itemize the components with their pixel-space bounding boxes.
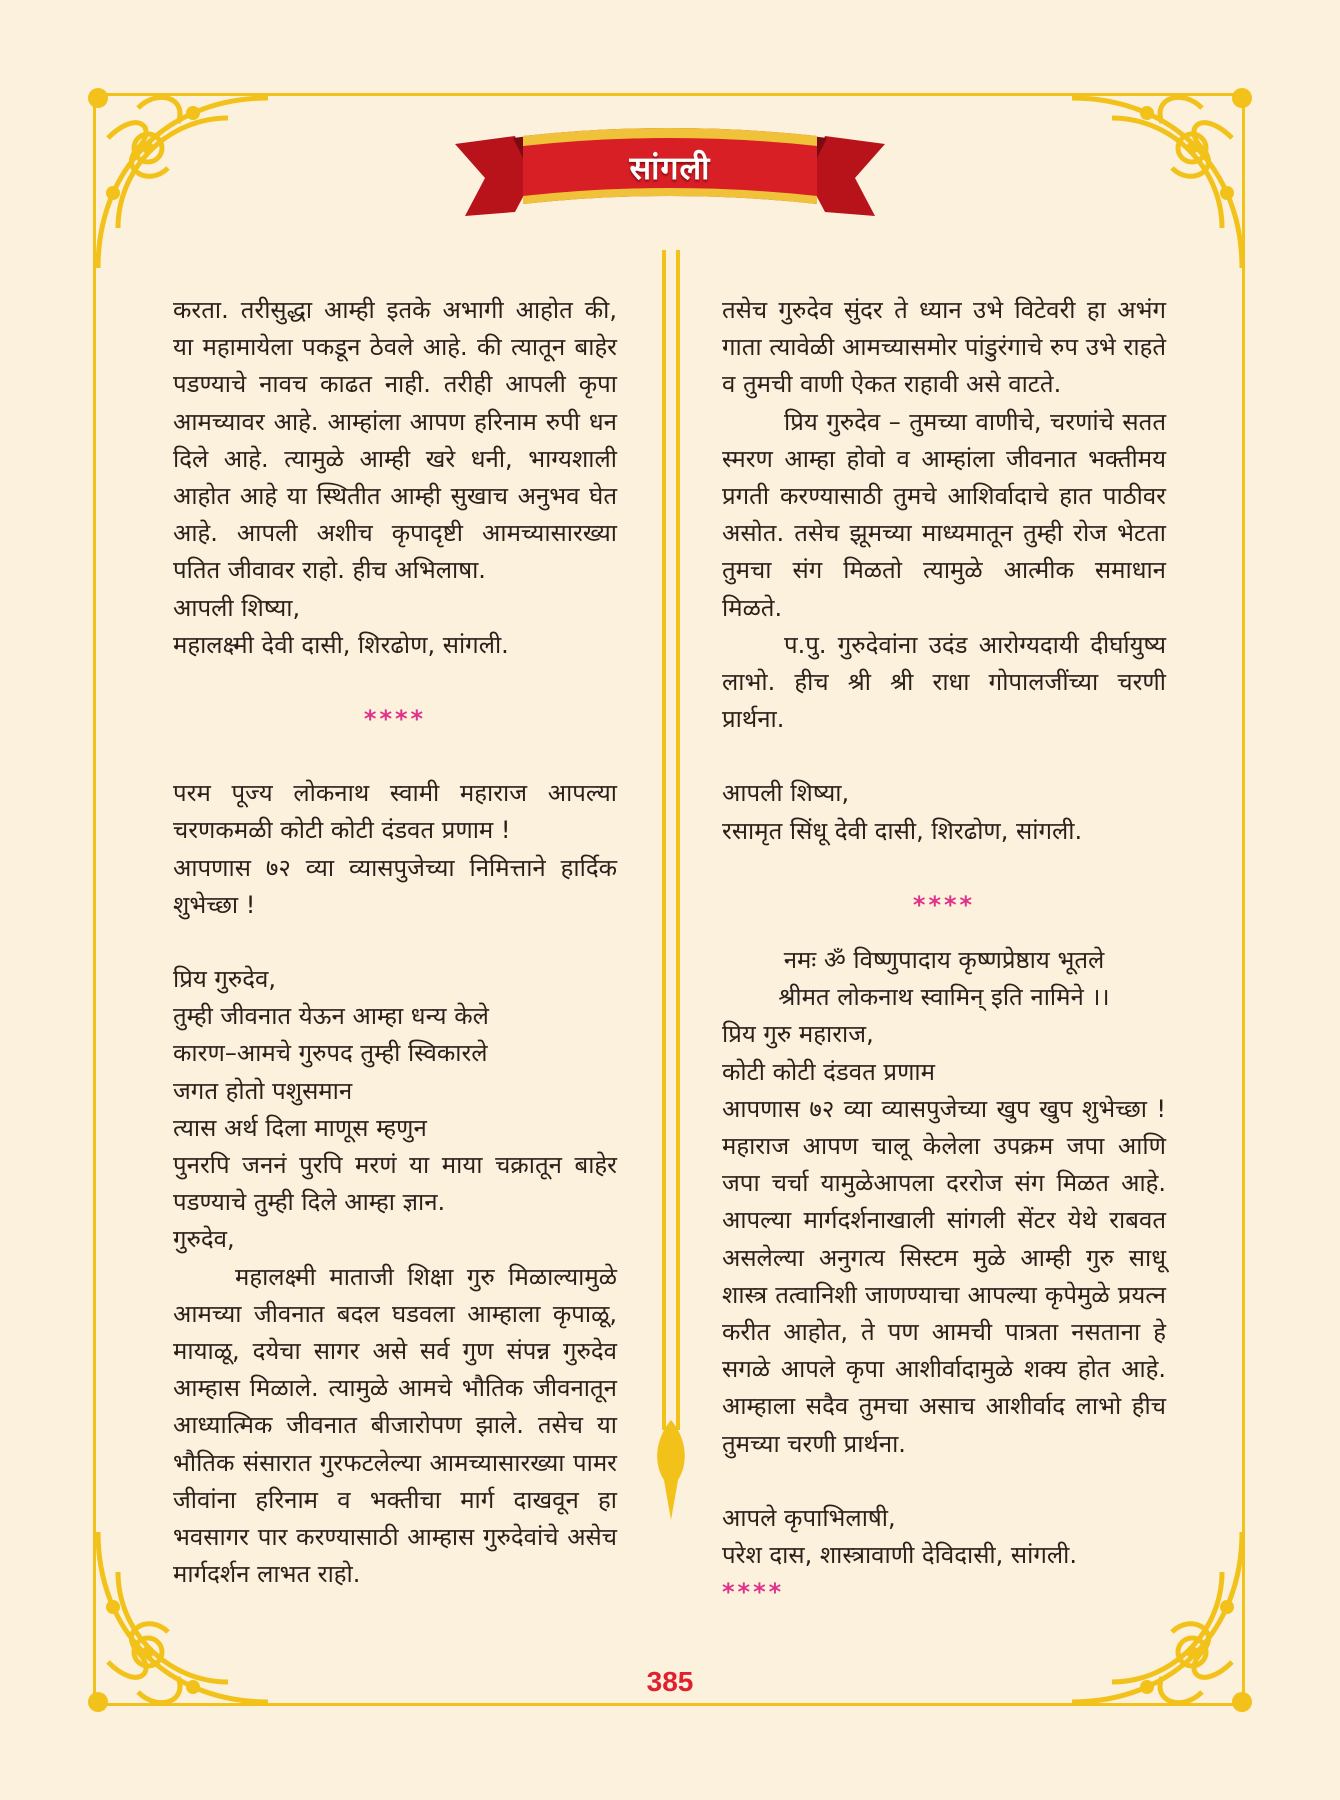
paragraph: पुनरपि जननं पुरपि मरणं या माया चक्रातून बाहेर पडण्याचे तुम्ही दिले आम्हा ज्ञान. (173, 1151, 617, 1217)
poem-line: जगत होतो पशुसमान (173, 1076, 353, 1105)
signature-line: आपले कृपाभिलाषी, (722, 1503, 896, 1532)
title-ribbon (455, 116, 885, 226)
separator-stars: **** (363, 705, 427, 734)
column-divider (644, 250, 698, 1600)
verse-line: नमः ॐ विष्णुपादाय कृष्णप्रेष्ठाय भूतले (783, 946, 1105, 975)
signature-name: महालक्ष्मी देवी दासी, शिरढोण, सांगली. (173, 630, 509, 659)
paragraph: आपणास ७२ व्या व्यासपुजेच्या खुप खुप शुभेच्छा ! महाराज आपण चालू केलेला उपक्रम जपा आणि जपा चर्चा यामुळेआपला दररोज संग मिळत आहे. आपल्या मार्गदर्शनाखाली सांगली सेंटर येथे राबवत असलेल्या अनुगत्य सिस्टम मुळे आम्ही गुरु साधू शास्त्र तत्वानिशी जाणण्याचा आपल्या कृपेमुळे प्रयत्न करीत आहोत, ते पण आमची पात्रता नसताना हे सगळे आपले कृपा आशीर्वादामुळे शक्य होत आहे. आम्हाला सदैव तुमचा असाच आशीर्वाद लाभो हीच तुमच्या चरणी प्रार्थना. (722, 1094, 1166, 1458)
signature-line: आपली शिष्या, (722, 779, 850, 808)
greeting: प्रिय गुरु महाराज, (722, 1020, 874, 1049)
page-number: 385 (646, 1666, 694, 1697)
paragraph: प.पु. गुरुदेवांना उदंड आरोग्यदायी दीर्घायुष्य लाभो. हीच श्री श्री राधा गोपालजींच्या चरणी प्रार्थना. (722, 630, 1166, 734)
paragraph: आपणास ७२ व्या व्यासपुजेच्या निमित्ताने हार्दिक शुभेच्छा ! (173, 853, 617, 919)
signature-name: परेश दास, शास्त्रावाणी देविदासी, सांगली. (722, 1541, 1077, 1570)
poem-line: तुम्ही जीवनात येऊन आम्हा धन्य केले (173, 1002, 489, 1031)
greeting: गुरुदेव, (173, 1225, 235, 1254)
left-column (173, 292, 617, 1594)
separator-stars: **** (722, 1578, 785, 1607)
paragraph: महालक्ष्मी माताजी शिक्षा गुरु मिळाल्यामुळे आमच्या जीवनात बदल घडवला आम्हाला कृपाळू, मायाळू, दयेचा सागर असे सर्व गुण संपन्न गुरुदेव आम्हास मिळाले. त्यामुळे आमचे भौतिक जीवनातून आध्यात्मिक जीवनात बीजारोपण झाले. तसेच या भौतिक संसारात गुरफटलेल्या आमच्यासारख्या पामर जीवांना हरिनाम व भक्तीचा मार्ग दाखवून हा भवसागर पार करण्यासाठी आम्हास गुरुदेवांचे असेच मार्गदर्शन लाभत राहो. (173, 1262, 617, 1589)
verse-line: श्रीमत लोकनाथ स्वामिन् इति नामिने ।। (778, 983, 1110, 1012)
paragraph: तसेच गुरुदेव सुंदर ते ध्यान उभे विटेवरी हा अभंग गाता त्यावेळी आमच्यासमोर पांडुरंगाचे रुप उभे राहते व तुमची वाणी ऐकत राहावी असे वाटते. (722, 296, 1166, 399)
separator-stars: **** (912, 890, 976, 919)
poem-line: कारण–आमचे गुरुपद तुम्ही स्विकारले (173, 1039, 488, 1068)
signature-name: रसामृत सिंधू देवी दासी, शिरढोण, सांगली. (722, 816, 1083, 845)
signature-line: आपली शिष्या, (173, 593, 301, 622)
paragraph: परम पूज्य लोकनाथ स्वामी महाराज आपल्या चरणकमळी कोटी कोटी दंडवत प्रणाम ! (173, 779, 617, 845)
greeting: प्रिय गुरुदेव, (173, 965, 277, 994)
corner-ornament-top-left (78, 78, 278, 278)
poem-line: त्यास अर्थ दिला माणूस म्हणुन (173, 1113, 427, 1142)
corner-ornament-top-right (1062, 78, 1262, 278)
salutation: कोटी कोटी दंडवत प्रणाम (722, 1057, 935, 1086)
paragraph: करता. तरीसुद्धा आम्ही इतके अभागी आहोत की, या महामायेला पकडून ठेवले आहे. की त्यातून बाहेर पडण्याचे नावच काढत नाही. तरीही आपली कृपा आमच्यावर आहे. आम्हांला आपण हरिनाम रुपी धन दिले आहे. त्यामुळे आम्ही खरे धनी, भाग्यशाली आहोत आहे या स्थितीत आम्ही सुखाच अनुभव घेत आहे. आपली अशीच कृपादृष्टी आमच्यासारख्या पतित जीवावर राहो. हीच अभिलाषा. (173, 296, 617, 585)
right-column (722, 292, 1166, 1612)
page-title: सांगली (629, 149, 711, 187)
paragraph: प्रिय गुरुदेव – तुमच्या वाणीचे, चरणांचे सतत स्मरण आम्हा होवो व आम्हांला जीवनात भक्तीमय प्रगती करण्यासाठी तुमचे आशिर्वादाचे हात पाठीवर असोत. तसेच झूमच्या माध्यमातून तुम्ही रोज भेटता तुमचा संग मिळतो त्यामुळे आत्मीक समाधान मिळते. (722, 407, 1166, 622)
